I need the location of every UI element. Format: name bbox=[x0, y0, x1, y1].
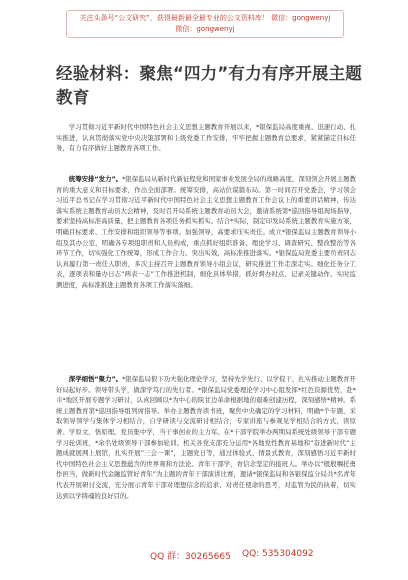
paragraph-text: 学习贯彻习近平新时代中国特色社会主义思想主题教育开展以来，*银保监局高度重视、迅速行动、扎实推进，认真贯彻落实党中央决策部署和上级党委工作安排，牢牢把握主题教育总要求，紧紧锚定目标任务，有力有序做好主题教育各项工作。 bbox=[56, 123, 356, 153]
paragraph-deep-study bbox=[56, 374, 356, 512]
footer-qq: QQ: 535304092 bbox=[242, 549, 314, 559]
paragraph-lead: 深学细悟“聚力”。 bbox=[68, 375, 123, 383]
paragraph-lead: 统筹安排“发力”。 bbox=[68, 175, 123, 183]
banner-text: 关注头条号“公文研究”，获得最新最全最专业的公文资料库！ 微信：gongwenyj bbox=[79, 14, 331, 22]
paragraph-overall-planning bbox=[56, 174, 356, 366]
paragraph-intro bbox=[56, 122, 356, 166]
banner-wechat: 微信：gongwenyj bbox=[175, 25, 235, 33]
header-banner bbox=[66, 10, 344, 38]
footer-contacts bbox=[0, 549, 408, 563]
document-title: 经验材料：聚焦“四力”有力有序开展主题教育 bbox=[56, 64, 362, 107]
paragraph-text: *银保监局从新时代新征程党和国家事业发展全局的战略高度，深刻领会开展主题教育的重大意义和目标要求，作出全面部署。统筹安排，高站位谋篇布局。第一时间召开党委会，学习领会习近平总书记在学习贯彻习近平新时代中国特色社会主义思想主题教育工作会议上的重要讲话精神，传达落实系统主题教育动员大会精神，及时召开局系统主题教育动员大会，邀请系统第*巡回指导组现场指导，要求坚持高标准高质量，把主题教育各项任务抓实抓实。结合*实际，制定印发局系统主题教育实施方案，明确目标要求、工作安排和组织领导等事项。加强领导，高要求压实责任。成立*银保监局主题教育领导小组及其办公室，明确各专项组职责和人员构成，重点抓好组织准备、理论学习、调查研究、整改整治等各环节工作，切实强化工作统筹，形成工作合力。突出实效，高标准推进落实。*银保监局党委主要负责同志认真履行第一责任人职责，多次主持召开主题教育领导小组会议，研究推进工作走深走实。细化任务分工表，逐项表和量办日志“两表一志”工作推进机制，细化具体举措，抓好督办时点、记录关键动作、实时监测进度，高标准推进主题教育各项工作落实落细。 bbox=[56, 175, 356, 289]
paragraph-text: *银保监局狠下功夫强化理论学习，坚持先学先行、以学促干，扎实推动主题教育开好局起好步。领导带头学，做深学笃行的先行者。*银保监局党委理论学习中心组发挥*红色资源优势，赴*市*地区开展专题学习研讨，认真回顾以*为中心的陕甘边革命根据地的艰难创建历程，深刻感悟*精神。系统主题教育第*巡回指导组列席指导。举办主题教育读书班，聚焦中央确定的学习材料，明确*个专题，采取领导领学与集体学习相结合，自学研读与交流研讨相结合，专家讲座与参观见学相结合的方式，读原著、学原文、悟原理。党员集中学，当干事创业的主力军。在*干部学院举办两期局系统处级领导干部专题学习轮训班，*余名处级领导干部参加轮训。机关各党支部充分运用*各地党性教育基地和“奋进新时代”主题成就展网上展馆，扎实开展“三会一课”，主题党日等，通过体验式、情景式教育，深刻感悟习近平新时代中国特色社会主义思想蕴含的世界观和方法论。青年干部学，育信念坚定的接班人。举办以“殷殷嘱托勇作担当，做新时代金融监管好青年”为主题的青年干部演讲比赛，邀请*银保监局和各银保监分局共*名青年代表开展研讨交流，充分展示青年干部对理想信念的追求、对责任使命的思考，对监管为民的执着，切实达到以学铸魂的良好目的。 bbox=[56, 375, 356, 500]
footer-qq-group: QQ 群：30265665 bbox=[150, 552, 231, 562]
